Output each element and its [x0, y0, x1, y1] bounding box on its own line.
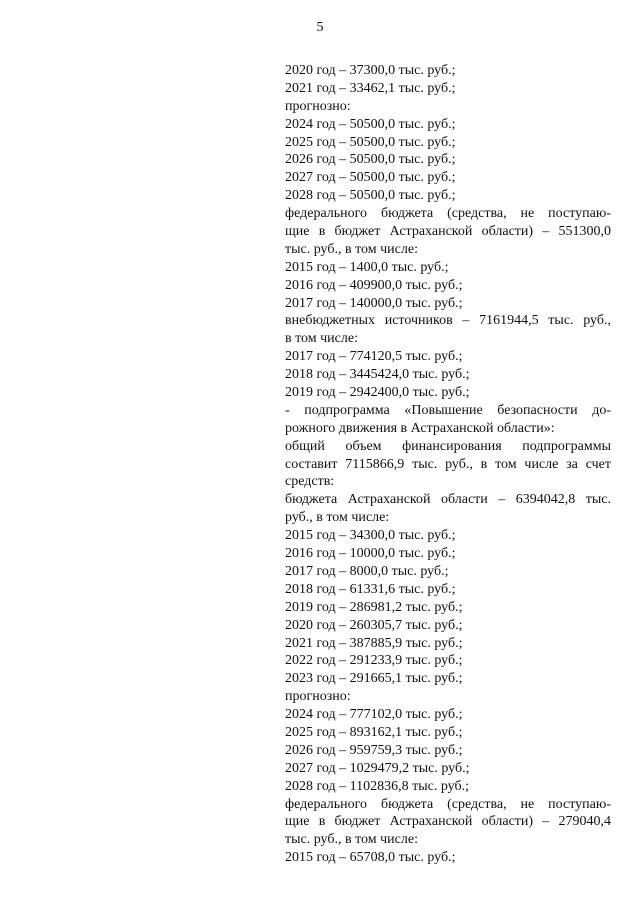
text-line: внебюджетных источников – 7161944,5 тыс. руб., — [285, 313, 611, 329]
text-line: 2019 год – 2942400,0 тыс. руб.; — [285, 385, 470, 401]
text-line: 2018 год – 3445424,0 тыс. руб.; — [285, 367, 470, 383]
text-line: 2022 год – 291233,9 тыс. руб.; — [285, 653, 463, 669]
text-line: 2024 год – 777102,0 тыс. руб.; — [285, 707, 463, 723]
text-line: щие в бюджет Астраханской области) – 279040,4 — [285, 814, 611, 830]
text-line: 2025 год – 893162,1 тыс. руб.; — [285, 724, 463, 740]
text-line: прогнозно: — [285, 689, 351, 705]
text-line: федерального бюджета (средства, не поступаю- — [285, 206, 611, 222]
text-line: 2025 год – 50500,0 тыс. руб.; — [285, 134, 456, 150]
text-line: 2026 год – 959759,3 тыс. руб.; — [285, 742, 463, 758]
text-line: общий объем финансирования подпрограммы — [285, 438, 611, 454]
text-line: 2016 год – 10000,0 тыс. руб.; — [285, 546, 456, 562]
text-line: 2027 год – 1029479,2 тыс. руб.; — [285, 760, 470, 776]
text-line: 2020 год – 260305,7 тыс. руб.; — [285, 617, 463, 633]
text-line: 2015 год – 1400,0 тыс. руб.; — [285, 259, 449, 275]
text-line: федерального бюджета (средства, не поступаю- — [285, 796, 611, 812]
text-line: средств: — [285, 474, 335, 490]
text-line: 2026 год – 50500,0 тыс. руб.; — [285, 152, 456, 168]
text-line: 2028 год – 1102836,8 тыс. руб.; — [285, 778, 469, 794]
text-line: руб., в том числе: — [285, 510, 390, 526]
text-line: в том числе: — [285, 331, 358, 347]
text-line: 2018 год – 61331,6 тыс. руб.; — [285, 581, 456, 597]
text-line: тыс. руб., в том числе: — [285, 832, 418, 848]
text-line: рожного движения в Астраханской области»: — [285, 420, 555, 436]
page-number: 5 — [316, 20, 324, 35]
text-line: - подпрограмма «Повышение безопасности до- — [285, 402, 611, 418]
text-line: 2016 год – 409900,0 тыс. руб.; — [285, 277, 463, 293]
text-line: 2024 год – 50500,0 тыс. руб.; — [285, 116, 456, 132]
text-line: 2017 год – 8000,0 тыс. руб.; — [285, 563, 449, 579]
text-line: 2019 год – 286981,2 тыс. руб.; — [285, 599, 463, 615]
text-line: бюджета Астраханской области – 6394042,8 тыс. — [285, 492, 611, 508]
text-column — [285, 62, 611, 867]
text-line: 2017 год – 140000,0 тыс. руб.; — [285, 295, 463, 311]
text-line: составит 7115866,9 тыс. руб., в том числе за счет — [285, 456, 611, 472]
text-line: щие в бюджет Астраханской области) – 551300,0 — [285, 224, 611, 240]
text-line: 2021 год – 33462,1 тыс. руб.; — [285, 80, 456, 96]
text-line: 2015 год – 34300,0 тыс. руб.; — [285, 528, 456, 544]
text-line: 2028 год – 50500,0 тыс. руб.; — [285, 188, 456, 204]
text-line: 2020 год – 37300,0 тыс. руб.; — [285, 63, 456, 78]
text-line: тыс. руб., в том числе: — [285, 241, 418, 257]
text-line: прогнозно: — [285, 98, 351, 114]
text-line: 2017 год – 774120,5 тыс. руб.; — [285, 349, 463, 365]
text-line: 2021 год – 387885,9 тыс. руб.; — [285, 635, 463, 651]
text-line: 2027 год – 50500,0 тыс. руб.; — [285, 170, 456, 186]
text-line: 2023 год – 291665,1 тыс. руб.; — [285, 671, 463, 687]
text-line: 2015 год – 65708,0 тыс. руб.; — [285, 850, 456, 866]
